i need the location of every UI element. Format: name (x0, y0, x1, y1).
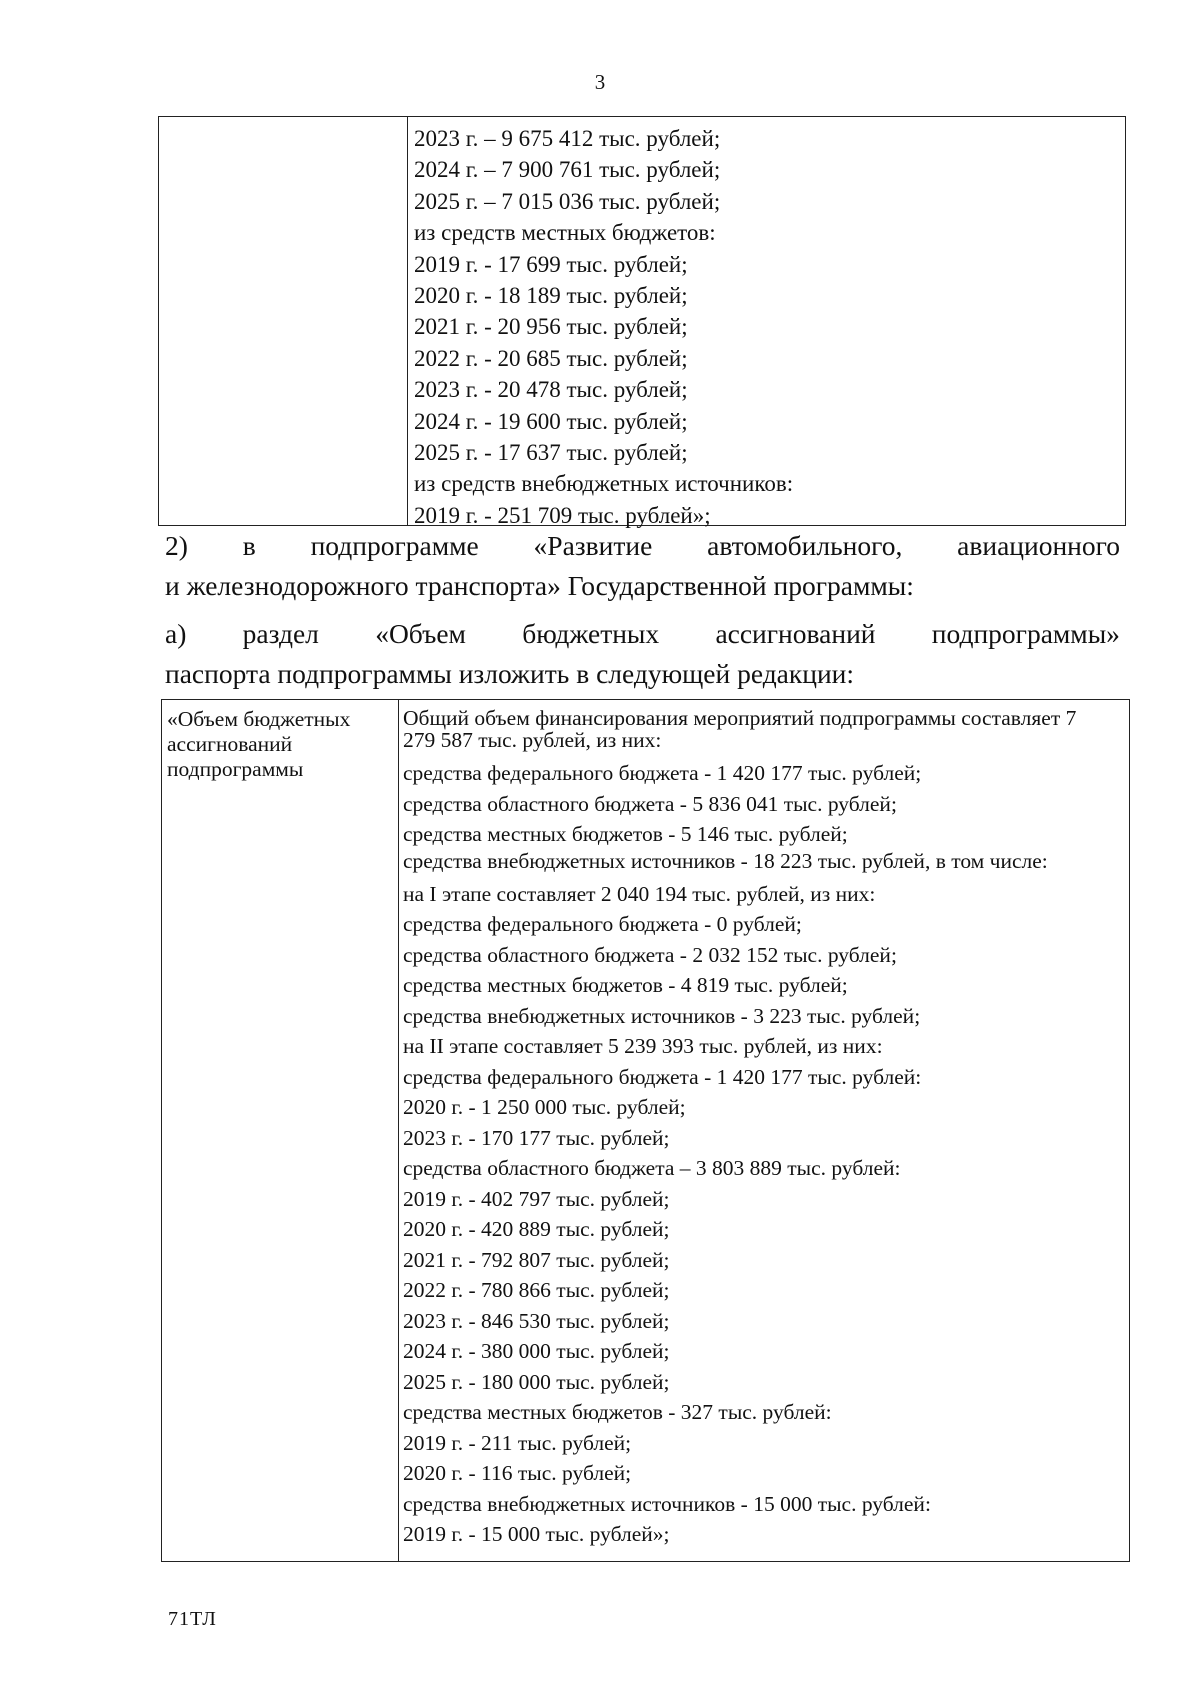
table2-line: 2019 г. - 211 тыс. рублей; (403, 1430, 632, 1455)
table2-line: средства федерального бюджета - 0 рублей; (403, 912, 802, 936)
table2-line: средства местных бюджетов - 4 819 тыс. рублей; (403, 973, 848, 997)
table1-line: 2023 г. - 20 478 тыс. рублей; (414, 377, 688, 403)
table1-line: 2019 г. - 17 699 тыс. рублей; (414, 251, 688, 277)
table2-line: Общий объем финансирования мероприятий подпрограммы составляет 7 279 587 тыс. рублей, из них: (403, 706, 1077, 752)
paragraph-word: 2) (165, 530, 188, 561)
paragraph-2 (165, 526, 1120, 606)
table2-line: на II этапе составляет 5 239 393 тыс. рублей, из них: (403, 1034, 883, 1058)
table2-line: 2024 г. - 380 000 тыс. рублей; (403, 1339, 670, 1363)
table2-line: 2025 г. - 180 000 тыс. рублей; (403, 1369, 670, 1394)
table1-line: из средств местных бюджетов: (414, 220, 716, 246)
paragraph-word: «Развитие (533, 530, 653, 561)
paragraph-word: а) (165, 618, 187, 649)
paragraph-a-line-2: паспорта подпрограммы изложить в следующей редакции: (165, 658, 855, 689)
subprogram-budget-table (161, 699, 1130, 1562)
paragraph-word: ассигнований (715, 618, 876, 649)
paragraph-word: раздел (242, 618, 319, 649)
paragraph-word: бюджетных (522, 618, 660, 649)
table2-line: 2023 г. - 846 530 тыс. рублей; (403, 1308, 670, 1333)
table1-line: 2022 г. - 20 685 тыс. рублей; (414, 345, 688, 371)
table2-line: средства местных бюджетов - 327 тыс. рублей: (403, 1400, 832, 1424)
table1-line: 2019 г. - 251 709 тыс. рублей»; (414, 502, 711, 528)
table2-line: 2021 г. - 792 807 тыс. рублей; (403, 1247, 670, 1272)
table1-line: 2021 г. - 20 956 тыс. рублей; (414, 314, 688, 340)
table1-left-cell (159, 117, 408, 525)
table2-line: средства внебюджетных источников - 3 223 тыс. рублей; (403, 1003, 921, 1028)
paragraph-word: подпрограммы» (931, 618, 1120, 649)
table2-line: средства областного бюджета - 2 032 152 тыс. рублей; (403, 942, 897, 967)
paragraph-2-line-1 (165, 526, 1120, 566)
table2-line: средства федерального бюджета - 1 420 177 тыс. рублей: (403, 1064, 922, 1089)
paragraph-a (165, 614, 1120, 694)
table1-line: 2020 г. - 18 189 тыс. рублей; (414, 283, 688, 309)
paragraph-word: подпрограмме (310, 530, 479, 561)
table2-line: средства федерального бюджета - 1 420 177 тыс. рублей; (403, 761, 922, 785)
paragraph-a-line-1 (165, 614, 1120, 654)
table2-line: 2019 г. - 402 797 тыс. рублей; (403, 1186, 670, 1211)
table2-line: средства областного бюджета - 5 836 041 тыс. рублей; (403, 791, 897, 816)
paragraph-word: «Объем (375, 618, 466, 649)
table2-line: средства областного бюджета – 3 803 889 тыс. рублей: (403, 1156, 901, 1180)
table2-line: 2019 г. - 15 000 тыс. рублей»; (403, 1522, 670, 1546)
table1-line: из средств внебюджетных источников: (414, 471, 794, 497)
table1-right-cell (408, 117, 1125, 528)
paragraph-2-line-2: и железнодорожного транспорта» Государственной программы: (165, 570, 914, 601)
table1-line: 2025 г. - 17 637 тыс. рублей; (414, 440, 688, 466)
paragraph-word: авиационного (957, 530, 1120, 561)
table1-line: 2025 г. – 7 015 036 тыс. рублей; (414, 188, 721, 214)
table2-line: 2022 г. - 780 866 тыс. рублей; (403, 1278, 670, 1302)
table2-right-cell (399, 700, 1129, 1561)
paragraph-word: автомобильного, (707, 530, 903, 561)
table1-line: 2024 г. - 19 600 тыс. рублей; (414, 408, 688, 434)
table1-line: 2023 г. – 9 675 412 тыс. рублей; (414, 126, 721, 151)
table2-line: средства местных бюджетов - 5 146 тыс. рублей; (403, 822, 848, 846)
paragraph-word: в (242, 530, 256, 561)
table2-line: 2020 г. - 1 250 000 тыс. рублей; (403, 1095, 686, 1119)
page-number: 3 (594, 70, 606, 94)
table2-line: 2020 г. - 116 тыс. рублей; (403, 1461, 632, 1485)
table1-line: 2024 г. – 7 900 761 тыс. рублей; (414, 157, 721, 183)
table2-line: 2020 г. - 420 889 тыс. рублей; (403, 1217, 670, 1241)
table2-line: на I этапе составляет 2 040 194 тыс. рублей, из них: (403, 881, 876, 906)
table2-line: 2023 г. - 170 177 тыс. рублей; (403, 1125, 670, 1150)
table2-line: средства внебюджетных источников - 15 000 тыс. рублей: (403, 1491, 931, 1516)
table2-line: средства внебюджетных источников - 18 223 тыс. рублей, в том числе: (403, 848, 1048, 873)
table2-left-cell: «Объем бюджетных ассигнований подпрограммы (162, 700, 399, 1561)
budget-table-continued (158, 116, 1126, 526)
document-code: 71ТЛ (168, 1608, 217, 1630)
